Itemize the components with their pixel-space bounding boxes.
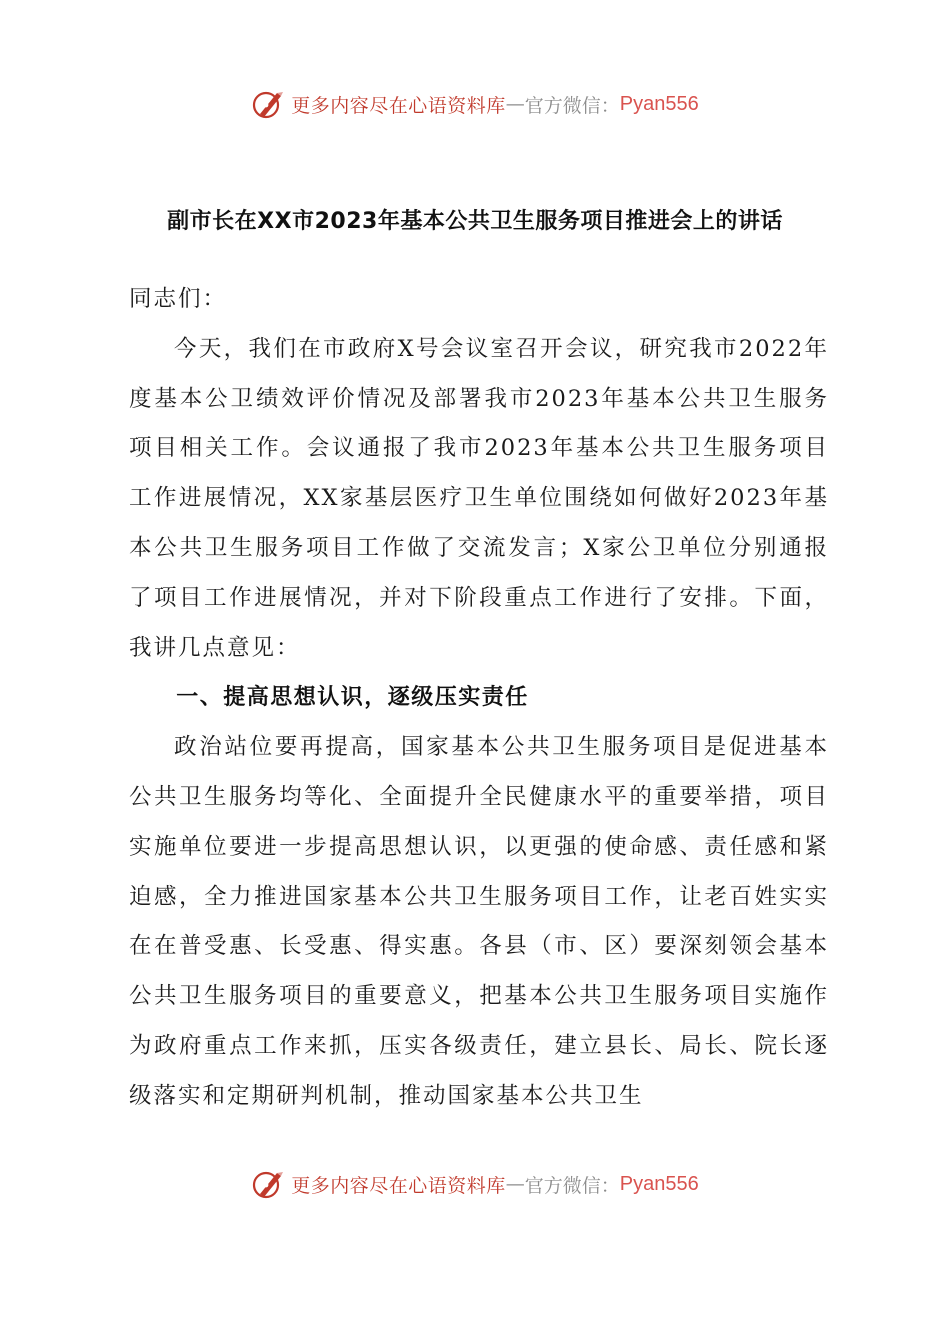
intro-paragraph: 今天，我们在市政府X号会议室召开会议，研究我市2022年度基本公卫绩效评价情况及部署我市2023年基本公共卫生服务项目相关工作。会议通报了我市2023年基本公共卫生服务项目工作进展情况，XX家基层医疗卫生单位围绕如何做好2023年基本公共卫生服务项目工作做了交流发言；X家公卫单位分别通报了项目工作进展情况，并对下阶段重点工作进行了安排。下面，我讲几点意见：	[129, 335, 829, 661]
watermark-banner-top	[0, 82, 950, 126]
watermark-contact-label: 官方微信：	[524, 1174, 620, 1197]
watermark-banner-bottom	[0, 1162, 950, 1206]
watermark-contact-id: Pyan556	[619, 92, 699, 115]
document-title: 副市长在XX市2023年基本公共卫生服务项目推进会上的讲话	[167, 209, 783, 234]
watermark-dash: —	[505, 93, 525, 115]
document-body	[129, 275, 829, 1122]
watermark-contact-id: Pyan556	[619, 1172, 699, 1195]
watermark-brand: 更多内容尽在心语资料库	[291, 1174, 506, 1197]
watermark-brand: 更多内容尽在心语资料库	[291, 94, 506, 117]
section-1-paragraph: 政治站位要再提高，国家基本公共卫生服务项目是促进基本公共卫生服务均等化、全面提升全民健康水平的重要举措，项目实施单位要进一步提高思想认识，以更强的使命感、责任感和紧迫感，全力推进国家基本公共卫生服务项目工作，让老百姓实实在在普受惠、长受惠、得实惠。各县（市、区）要深刻领会基本公共卫生服务项目的重要意义，把基本公共卫生服务项目实施作为政府重点工作来抓，压实各级责任，建立县长、局长、院长逐级落实和定期研判机制，推动国家基本公共卫生	[129, 734, 829, 1109]
salutation: 同志们：	[129, 286, 228, 312]
pen-logo-icon	[251, 86, 287, 122]
section-heading-1: 一、提高思想认识，逐级压实责任	[176, 685, 529, 711]
watermark-dash: —	[505, 1173, 525, 1195]
pen-logo-icon	[251, 1166, 287, 1202]
watermark-contact-label: 官方微信：	[524, 94, 620, 117]
